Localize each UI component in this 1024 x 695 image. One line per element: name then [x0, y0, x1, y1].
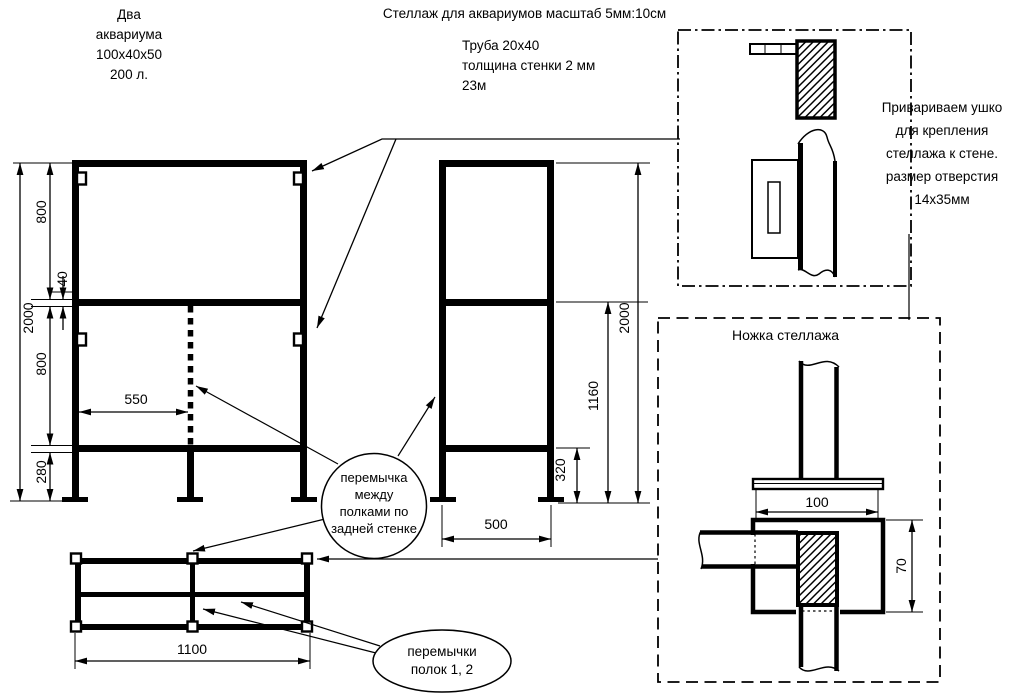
ear-note-line: Привариваем ушко — [881, 100, 1003, 115]
aquarium-note-line: аквариума — [95, 27, 163, 42]
dim-front-shelf-profile: 40 — [54, 271, 70, 287]
drawing-title: Стеллаж для аквариумов масштаб 5мм:10см — [382, 6, 667, 21]
dim-leg-plate-width: 100 — [805, 494, 829, 510]
pipe-note-line: 23м — [462, 78, 487, 93]
pipe-note-line: Труба 20х40 — [462, 38, 540, 53]
dim-side-upper-shelf-height: 1160 — [585, 380, 601, 412]
dim-plan-width: 1100 — [176, 641, 208, 657]
dim-leg-sleeve-height: 70 — [893, 558, 909, 574]
ear-tab — [750, 44, 797, 54]
ear-note-line: для крепления — [895, 123, 989, 138]
aquarium-note — [86, 5, 172, 85]
dim-front-leg-height: 280 — [33, 460, 49, 484]
wall-break-line — [798, 270, 835, 277]
pipe-section-hatched — [798, 533, 837, 605]
side-view — [430, 160, 564, 500]
leg-detail-title: Ножка стеллажа — [731, 327, 840, 343]
dim-front-crossbar-offset: 550 — [124, 391, 148, 407]
callout-line: перемычка — [340, 470, 408, 485]
wall-break-line — [798, 130, 835, 161]
pipe-break-line — [799, 361, 839, 367]
pipe-note-line: толщина стенки 2 мм — [462, 58, 596, 73]
callout-line: перемычки — [407, 644, 477, 659]
dim-side-total-height: 2000 — [616, 302, 632, 334]
pipe-note — [462, 36, 595, 96]
callout-shelf-crossbars — [383, 643, 501, 679]
aquarium-note-line: 100х40х50 — [95, 47, 163, 62]
callout-rear-crossbar — [318, 469, 430, 537]
dim-front-total-height: 2000 — [20, 302, 36, 334]
front-view — [62, 160, 317, 500]
dim-front-top-section: 800 — [33, 200, 49, 224]
callout-line: между — [354, 487, 394, 502]
pipe-section-hatched — [797, 41, 835, 118]
pipe-break-line — [799, 667, 839, 671]
aquarium-note-line: 200 л. — [110, 67, 148, 82]
ear-note-line: 14х35мм — [914, 192, 970, 207]
aquarium-note-line: Два — [117, 7, 141, 22]
callout-line: задней стенке — [331, 521, 417, 536]
callout-line: полками по — [339, 504, 409, 519]
callout-line: полок 1, 2 — [410, 662, 474, 677]
ear-slot — [768, 182, 780, 233]
dim-front-mid-section: 800 — [33, 352, 49, 376]
plan-view — [71, 554, 312, 632]
ear-note-line: размер отверстия — [885, 169, 999, 184]
side-dimensions — [442, 163, 650, 547]
ear-note — [864, 96, 1020, 211]
ear-note-line: стеллажа к стене. — [885, 146, 999, 161]
dim-side-lower-shelf-height: 320 — [552, 458, 568, 482]
dim-side-depth: 500 — [484, 516, 508, 532]
